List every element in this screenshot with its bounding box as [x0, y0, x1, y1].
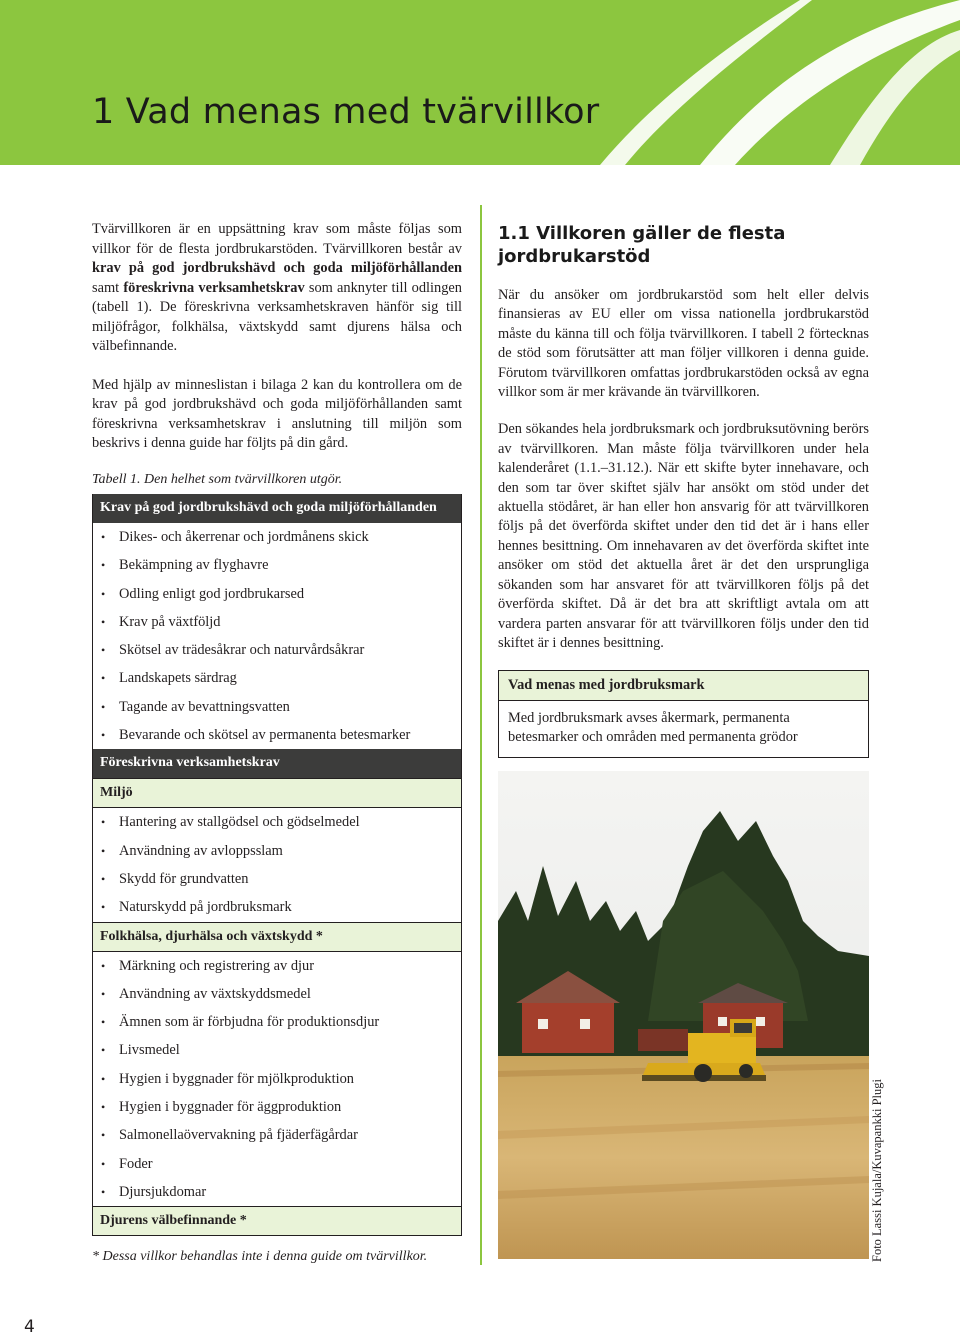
table-row-label: Ämnen som är förbjudna för produktionsdjur: [119, 1014, 380, 1031]
table-row: [93, 893, 461, 921]
bullet-icon: •: [101, 1184, 106, 1199]
table-row-label: Hygien i byggnader för äggproduktion: [119, 1099, 342, 1116]
harvest-photo: [498, 771, 869, 1259]
table-row-label: Djursjukdomar: [119, 1183, 207, 1200]
table-row: [93, 580, 461, 608]
table-row-label: Dikes- och åkerrenar och jordmånens skick: [119, 529, 369, 545]
table-row: [93, 1065, 461, 1093]
miljo-list: [93, 808, 461, 921]
definition-box-text: Med jordbruksmark avses åkermark, permanenta betesmarker och områden med permanenta grödor: [508, 710, 798, 745]
intro-p1-bold-1: krav på god jordbrukshävd och goda miljöförhållanden: [92, 260, 462, 276]
table-row: [93, 808, 461, 836]
intro-p1-text-d: som anknyter till odlingen (tabell 1). De föreskrivna verksamhetskraven hänför sig till miljöfrågor, folkhälsa, växtskydd samt djurens hälsa och välbefinnande.: [92, 279, 462, 354]
table-row-label: Användning av avloppsslam: [119, 842, 283, 859]
bullet-icon: •: [101, 671, 106, 686]
table-row: [93, 523, 461, 551]
definition-box: [498, 670, 869, 758]
table-row-label: Bekämpning av flyghavre: [119, 557, 269, 574]
table-row: [93, 636, 461, 664]
intro-p1-text-a: Tvärvillkoren är en uppsättning krav som måste följas som villkor för de flesta jordbrukarstöden. Tvärvillkoren består av: [92, 221, 462, 257]
header-band: [0, 0, 960, 165]
bullet-icon: •: [101, 558, 106, 573]
table-caption: Tabell 1. Den helhet som tvärvillkoren utgör.: [92, 471, 343, 487]
table-row: [93, 551, 461, 579]
bullet-icon: •: [101, 1156, 106, 1171]
table-row: [93, 608, 461, 636]
subhead-folkhalsa: Folkhälsa, djurhälsa och växtskydd *: [93, 922, 461, 952]
table-row-label: Tagande av bevattningsvatten: [119, 698, 290, 715]
bullet-icon: •: [101, 530, 106, 544]
table-row-label: Krav på växtföljd: [119, 613, 221, 630]
table-row-label: Landskapets särdrag: [119, 670, 237, 687]
bullet-icon: •: [101, 843, 106, 858]
table-row-label: Skötsel av trädesåkrar och naturvårdsåkrar: [119, 642, 365, 659]
table-row-label: Foder: [119, 1155, 153, 1172]
bullet-icon: •: [101, 1071, 106, 1086]
table-row: [93, 837, 461, 865]
intro-paragraph-1: [92, 220, 462, 357]
bullet-icon: •: [101, 815, 106, 830]
photo-credit: Foto Lassi Kujala/Kuvapankki Plugi: [870, 1079, 884, 1262]
table-head-smr: Föreskrivna verksamhetskrav: [93, 749, 461, 778]
section-paragraph-2: Den sökandes hela jordbruksmark och jordbruksutövning berörs av tvärvillkoren. Man måste följa tvärvillkoren under hela kalenderåret (1.1.–31.12.). När ett skifte byter innehavare, och den som tar över skiftet själv har ansökt om stöd under det aktuella stödåret, är han eller hon ansvarig för att tvärvillkoren följs på det överförda skiftet under den tid det är i hans eller hennes besittning. Om innehavaren av det överförda skiftet inte ansöker om stöd det aktuella året är det den ursprungliga sökanden som har ansvaret för att tvärvillkoren följs på det överförda skiftet. Då är det bra att skriftligt avtala om att vardera parten ansvarar för att tvärvillkoren följs under den tid skiftet är i dennes besittning.: [498, 421, 869, 651]
intro-paragraph-2: Med hjälp av minneslistan i bilaga 2 kan du kontrollera om de krav på god jordbrukshävd och goda miljöförhållanden samt föreskrivna verksamhetskrav i anslutning till miljön som beskrivs i denna guide har följts på din gård.: [92, 376, 462, 451]
table-row-label: Livsmedel: [119, 1042, 180, 1059]
folkhalsa-list: [93, 952, 461, 1207]
intro-p1-bold-2: föreskrivna verksamhetskrav: [123, 279, 305, 296]
table-row: [93, 1036, 461, 1064]
requirements-table: [92, 494, 462, 1236]
bullet-icon: •: [101, 614, 106, 629]
bullet-icon: •: [101, 699, 106, 714]
table-row: [93, 1150, 461, 1178]
table-row: [93, 693, 461, 721]
table-row-label: Odling enligt god jordbrukarsed: [119, 585, 305, 602]
bullet-icon: •: [101, 958, 106, 973]
bullet-icon: •: [101, 1100, 106, 1115]
table-row-label: Naturskydd på jordbruksmark: [119, 899, 292, 916]
section-paragraph-1: När du ansöker om jordbrukarstöd som helt eller delvis finansieras av EU eller om vissa nationella jordbrukarstöd måste du känna till och följa tvärvillkoren. I tabell 2 förtecknas de stöd som förutsätter att man följer villkoren i denna guide. Förutom tvärvillkoren omfattas jordbrukarstöden också av egna villkor som är mer krävande än tvärvillkoren.: [498, 287, 869, 401]
subhead-miljo: Miljö: [93, 778, 461, 808]
table-row: [93, 980, 461, 1008]
table-row: [93, 1093, 461, 1121]
bullet-icon: •: [101, 1015, 106, 1030]
table-row: [93, 952, 461, 980]
column-divider: [480, 205, 482, 1265]
table-row-label: Hygien i byggnader för mjölkproduktion: [119, 1070, 355, 1087]
table-footnote: * Dessa villkor behandlas inte i denna guide om tvärvillkor.: [92, 1249, 428, 1264]
intro-p1-text-c: samt: [92, 279, 124, 296]
table-row-label: Hantering av stallgödsel och gödselmedel: [119, 814, 360, 831]
table-row-label: Salmonellaövervakning på fjäderfägårdar: [119, 1127, 358, 1144]
bullet-icon: •: [101, 1043, 106, 1058]
leaf-swoosh-2: [600, 0, 812, 165]
gaec-list: [93, 523, 461, 749]
bullet-icon: •: [101, 643, 106, 658]
bullet-icon: •: [101, 1128, 106, 1143]
bullet-icon: •: [101, 900, 106, 915]
table-row-label: Skydd för grundvatten: [119, 870, 249, 887]
page-title: 1 Vad menas med tvärvillkor: [92, 92, 600, 132]
table-row-label: Bevarande och skötsel av permanenta betesmarker: [119, 727, 411, 744]
table-row-label: Märkning och registrering av djur: [119, 957, 315, 974]
table-head-gaec: Krav på god jordbrukshävd och goda miljöförhållanden: [93, 494, 461, 523]
page-number: 4: [24, 1317, 35, 1335]
table-row: [93, 721, 461, 749]
bullet-icon: •: [101, 728, 106, 743]
table-row: [93, 1178, 461, 1206]
leaf-swoosh-1: [700, 0, 960, 165]
table-row: [93, 1008, 461, 1036]
table-row-label: Användning av växtskyddsmedel: [119, 985, 311, 1002]
leaf-decoration: [0, 0, 960, 165]
section-1-1: [498, 222, 869, 653]
bullet-icon: •: [101, 871, 106, 886]
intro-text: [92, 220, 462, 488]
harvest-photo-image: [498, 771, 869, 1259]
bullet-icon: •: [101, 986, 106, 1001]
table-row: [93, 664, 461, 692]
section-heading: 1.1 Villkoren gäller de flesta jordbrukarstöd: [498, 223, 786, 267]
subhead-djurens-valbefinnande: Djurens välbefinnande *: [93, 1206, 461, 1236]
table-row: [93, 865, 461, 893]
table-row: [93, 1121, 461, 1149]
definition-box-title: Vad menas med jordbruksmark: [499, 671, 868, 701]
bullet-icon: •: [101, 586, 106, 601]
